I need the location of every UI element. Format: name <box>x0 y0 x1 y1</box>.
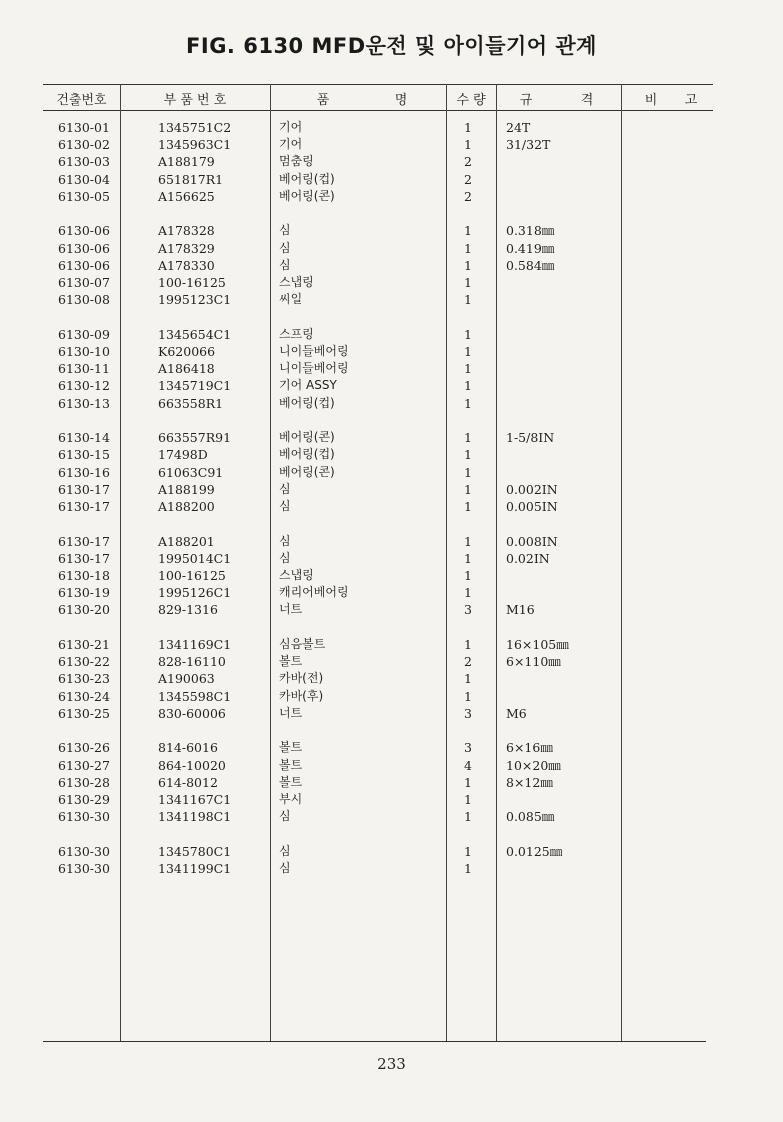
cell-quantity: 2 <box>464 188 472 204</box>
table-row <box>0 360 783 377</box>
cell-number: 6130-23 <box>58 671 110 687</box>
cell-number: 6130-01 <box>58 120 110 135</box>
cell-quantity: 3 <box>464 602 472 618</box>
cell-part-name: 심 <box>279 809 291 824</box>
cell-quantity: 1 <box>464 361 472 377</box>
header-bottom-rule <box>43 110 713 111</box>
table-row <box>0 860 783 877</box>
cell-number: 6130-28 <box>58 774 110 790</box>
cell-quantity: 1 <box>464 223 472 239</box>
cell-spec: 6×16㎜ <box>506 740 553 756</box>
cell-part-name: 볼트 <box>279 774 303 789</box>
cell-quantity: 1 <box>464 120 472 135</box>
cell-part-name: 심 <box>279 550 291 565</box>
cell-part-name: 심 <box>279 240 291 255</box>
cell-quantity: 2 <box>464 154 472 170</box>
cell-part-name: 너트 <box>279 602 303 617</box>
cell-number: 6130-20 <box>58 602 110 618</box>
cell-part-name: 니이들베어링 <box>279 344 349 358</box>
cell-part-number: 830-60006 <box>158 705 226 721</box>
cell-quantity: 1 <box>464 395 472 411</box>
cell-part-number: 1341199C1 <box>158 861 232 876</box>
cell-part-name: 부시 <box>279 792 303 806</box>
cell-part-name: 카바(전) <box>279 671 324 686</box>
cell-part-number: 1345751C2 <box>158 120 232 135</box>
cell-quantity: 1 <box>464 326 472 342</box>
cell-quantity: 2 <box>464 171 472 187</box>
cell-quantity: 1 <box>464 292 472 308</box>
cell-part-name: 기어 <box>279 137 303 152</box>
cell-part-name: 씨일 <box>279 292 303 307</box>
cell-part-name: 캐리어베어링 <box>279 585 349 600</box>
cell-part-name: 베어링(컵) <box>279 395 335 410</box>
cell-part-number: 1345654C1 <box>158 326 232 342</box>
cell-part-number: 651817R1 <box>158 171 224 187</box>
cell-quantity: 1 <box>464 585 472 601</box>
cell-spec: 10×20㎜ <box>506 757 561 773</box>
cell-number: 6130-12 <box>58 378 110 394</box>
cell-spec: 0.002IN <box>506 481 558 497</box>
cell-part-number: A188179 <box>158 154 215 170</box>
cell-part-number: 828-16110 <box>158 654 226 670</box>
table-row <box>0 171 783 188</box>
cell-spec: 0.008IN <box>506 533 558 549</box>
table-row <box>0 757 783 774</box>
cell-quantity: 1 <box>464 137 472 153</box>
cell-quantity: 1 <box>464 533 472 549</box>
cell-number: 6130-11 <box>58 361 110 377</box>
table-row <box>0 240 783 257</box>
cell-number: 6130-06 <box>58 257 110 273</box>
table-row <box>0 843 783 860</box>
cell-part-number: 100-16125 <box>158 275 226 290</box>
cell-number: 6130-26 <box>58 740 110 756</box>
cell-number: 6130-17 <box>58 533 110 549</box>
table-row <box>0 429 783 446</box>
cell-quantity: 1 <box>464 774 472 790</box>
cell-part-number: 61063C91 <box>158 464 224 480</box>
cell-quantity: 1 <box>464 843 472 859</box>
table-row <box>0 188 783 205</box>
cell-quantity: 1 <box>464 464 472 480</box>
cell-quantity: 1 <box>464 378 472 394</box>
cell-number: 6130-25 <box>58 705 110 721</box>
table-row <box>0 688 783 705</box>
cell-part-number: 1345598C1 <box>158 688 232 704</box>
table-row <box>0 395 783 412</box>
table-row <box>0 136 783 153</box>
table-row <box>0 791 783 808</box>
cell-part-number: A178330 <box>158 257 215 273</box>
cell-quantity: 1 <box>464 275 472 290</box>
table-row <box>0 636 783 653</box>
cell-part-number: 1341198C1 <box>158 809 232 825</box>
header-name-left: 품 <box>316 93 330 108</box>
cell-part-name: 베어링(콘) <box>279 430 335 445</box>
cell-quantity: 1 <box>464 499 472 514</box>
cell-part-number: A186418 <box>158 361 215 377</box>
header-note-right: 고 <box>684 93 698 108</box>
cell-spec: 16×105㎜ <box>506 637 569 652</box>
cell-number: 6130-17 <box>58 499 110 514</box>
cell-number: 6130-09 <box>58 326 110 342</box>
table-row <box>0 550 783 567</box>
table-row <box>0 446 783 463</box>
cell-quantity: 1 <box>464 344 472 359</box>
cell-part-number: A178329 <box>158 240 215 256</box>
cell-part-name: 스냅링 <box>279 275 314 289</box>
table-row <box>0 222 783 239</box>
cell-number: 6130-24 <box>58 688 110 704</box>
cell-spec: 31/32T <box>506 137 551 153</box>
cell-spec: M16 <box>506 602 535 618</box>
cell-spec: 1-5/8IN <box>506 430 555 446</box>
cell-number: 6130-06 <box>58 223 110 239</box>
cell-part-name: 베어링(컵) <box>279 447 335 462</box>
cell-number: 6130-02 <box>58 137 110 153</box>
cell-number: 6130-07 <box>58 275 110 290</box>
cell-part-name: 심음볼트 <box>279 637 326 651</box>
cell-part-name: 베어링(콘) <box>279 188 335 203</box>
cell-quantity: 1 <box>464 688 472 704</box>
table-row <box>0 291 783 308</box>
cell-part-number: 1995123C1 <box>158 292 232 308</box>
cell-part-name: 스냅링 <box>279 568 314 582</box>
cell-quantity: 1 <box>464 671 472 687</box>
cell-spec: M6 <box>506 705 527 721</box>
cell-number: 6130-05 <box>58 188 110 204</box>
cell-part-name: 심 <box>279 257 291 272</box>
cell-part-number: 663557R91 <box>158 430 232 446</box>
cell-number: 6130-21 <box>58 637 110 652</box>
cell-part-number: A190063 <box>158 671 215 687</box>
table-row <box>0 774 783 791</box>
cell-part-number: 17498D <box>158 447 208 463</box>
table-row <box>0 584 783 601</box>
cell-part-number: 663558R1 <box>158 395 224 411</box>
table-row <box>0 567 783 584</box>
cell-part-name: 스프링 <box>279 326 314 341</box>
cell-quantity: 1 <box>464 550 472 566</box>
cell-number: 6130-03 <box>58 154 110 170</box>
header-spec-right: 격 <box>580 93 594 108</box>
cell-part-name: 너트 <box>279 705 303 720</box>
cell-spec: 24T <box>506 120 531 135</box>
cell-number: 6130-30 <box>58 843 110 859</box>
cell-part-number: 1341169C1 <box>158 637 232 652</box>
cell-spec: 0.0125㎜ <box>506 843 563 859</box>
cell-part-number: 1345963C1 <box>158 137 232 153</box>
cell-spec: 6×110㎜ <box>506 654 561 670</box>
header-note-left: 비 <box>644 93 658 108</box>
cell-number: 6130-19 <box>58 585 110 601</box>
table-row <box>0 670 783 687</box>
cell-spec: 0.005IN <box>506 499 558 514</box>
header-spec-left: 규 <box>519 93 533 108</box>
cell-quantity: 1 <box>464 637 472 652</box>
cell-part-name: 기어 <box>279 120 303 134</box>
cell-part-name: 카바(후) <box>279 688 324 703</box>
table-row <box>0 377 783 394</box>
cell-part-number: 614-8012 <box>158 774 218 790</box>
cell-quantity: 1 <box>464 792 472 807</box>
cell-number: 6130-16 <box>58 464 110 480</box>
cell-number: 6130-29 <box>58 792 110 807</box>
table-row <box>0 481 783 498</box>
cell-part-number: 1995126C1 <box>158 585 232 601</box>
cell-part-number: A178328 <box>158 223 215 239</box>
cell-part-name: 멈춤링 <box>279 154 314 169</box>
cell-part-number: 1345780C1 <box>158 843 232 859</box>
cell-number: 6130-30 <box>58 809 110 825</box>
header-name-right: 명 <box>394 93 408 108</box>
table-row <box>0 153 783 170</box>
cell-part-number: 814-6016 <box>158 740 218 756</box>
footer-rule <box>43 1041 706 1042</box>
cell-part-number: A188201 <box>158 533 215 549</box>
cell-spec: 0.419㎜ <box>506 240 555 256</box>
cell-number: 6130-06 <box>58 240 110 256</box>
header-number: 건출번호 <box>56 93 107 108</box>
cell-part-number: 864-10020 <box>158 757 226 773</box>
cell-quantity: 4 <box>464 757 472 773</box>
cell-quantity: 1 <box>464 257 472 273</box>
table-row <box>0 343 783 360</box>
cell-number: 6130-13 <box>58 395 110 411</box>
table-row <box>0 326 783 343</box>
cell-part-number: 1995014C1 <box>158 550 232 566</box>
cell-part-number: A188200 <box>158 499 215 514</box>
cell-spec: 0.02IN <box>506 550 550 566</box>
table-header <box>43 84 713 110</box>
cell-number: 6130-27 <box>58 757 110 773</box>
cell-part-number: K620066 <box>158 344 216 359</box>
header-quantity: 수 량 <box>456 93 486 108</box>
cell-part-name: 볼트 <box>279 654 303 669</box>
cell-quantity: 1 <box>464 430 472 446</box>
cell-quantity: 1 <box>464 447 472 463</box>
table-row <box>0 257 783 274</box>
cell-part-name: 니이들베어링 <box>279 361 349 376</box>
cell-part-name: 심 <box>279 843 291 858</box>
page-title: FIG. 6130 MFD운전 및 아이들기어 관계 <box>186 34 597 58</box>
cell-part-name: 기어 ASSY <box>279 378 337 393</box>
cell-part-name: 베어링(컵) <box>279 171 335 186</box>
cell-number: 6130-10 <box>58 344 110 359</box>
cell-quantity: 1 <box>464 240 472 256</box>
cell-part-name: 심 <box>279 499 291 513</box>
cell-number: 6130-08 <box>58 292 110 308</box>
cell-number: 6130-15 <box>58 447 110 463</box>
table-row <box>0 739 783 756</box>
cell-number: 6130-17 <box>58 481 110 497</box>
table-row <box>0 601 783 618</box>
cell-part-name: 심 <box>279 533 291 548</box>
cell-spec: 0.584㎜ <box>506 257 555 273</box>
cell-quantity: 2 <box>464 654 472 670</box>
cell-quantity: 1 <box>464 861 472 876</box>
table-row <box>0 498 783 515</box>
cell-part-name: 베어링(콘) <box>279 464 335 479</box>
table-row <box>0 274 783 291</box>
table-row <box>0 533 783 550</box>
cell-part-name: 볼트 <box>279 740 303 755</box>
cell-quantity: 1 <box>464 568 472 583</box>
cell-part-number: A188199 <box>158 481 215 497</box>
table-row <box>0 808 783 825</box>
cell-part-number: 1345719C1 <box>158 378 232 394</box>
cell-part-number: 1341167C1 <box>158 792 232 807</box>
cell-quantity: 1 <box>464 481 472 497</box>
cell-quantity: 3 <box>464 705 472 721</box>
header-part-number: 부 품 번 호 <box>163 93 227 108</box>
cell-part-name: 심 <box>279 481 291 496</box>
cell-number: 6130-14 <box>58 430 110 446</box>
cell-number: 6130-17 <box>58 550 110 566</box>
table-row <box>0 119 783 136</box>
cell-part-name: 심 <box>279 223 291 238</box>
cell-number: 6130-22 <box>58 654 110 670</box>
table-row <box>0 705 783 722</box>
cell-number: 6130-04 <box>58 171 110 187</box>
cell-part-number: 829-1316 <box>158 602 218 618</box>
cell-part-name: 심 <box>279 861 291 875</box>
cell-part-name: 볼트 <box>279 757 303 772</box>
cell-part-number: A156625 <box>158 188 215 204</box>
cell-spec: 0.085㎜ <box>506 809 555 825</box>
table-row <box>0 653 783 670</box>
cell-quantity: 1 <box>464 809 472 825</box>
page-number: 233 <box>377 1055 406 1073</box>
cell-spec: 8×12㎜ <box>506 774 553 790</box>
table-row <box>0 464 783 481</box>
cell-part-number: 100-16125 <box>158 568 226 583</box>
cell-quantity: 3 <box>464 740 472 756</box>
cell-spec: 0.318㎜ <box>506 223 555 239</box>
cell-number: 6130-18 <box>58 568 110 583</box>
cell-number: 6130-30 <box>58 861 110 876</box>
